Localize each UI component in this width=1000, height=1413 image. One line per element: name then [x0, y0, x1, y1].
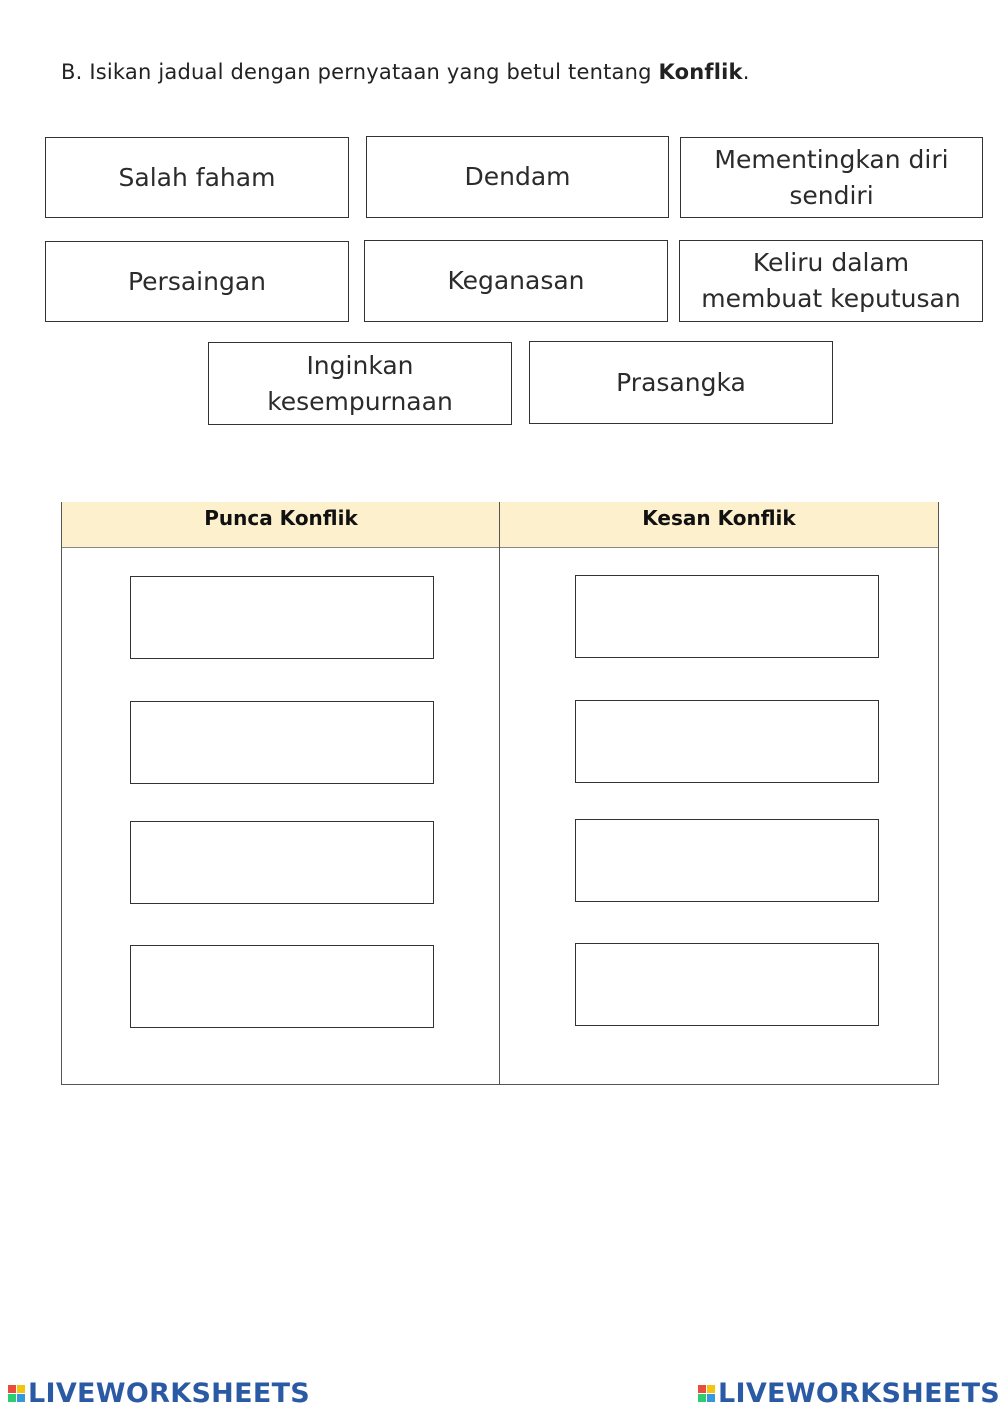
instruction-prefix: B. Isikan jadual dengan pernyataan yang betul tentang: [61, 60, 659, 84]
card-label-line2: membuat keputusan: [701, 284, 961, 313]
drag-card-inginkan-kesempurnaan[interactable]: [208, 342, 512, 425]
liveworksheets-logo-icon: [698, 1385, 715, 1402]
drop-zone-kesan-3[interactable]: [575, 819, 879, 902]
answer-table: [61, 502, 939, 1085]
liveworksheets-logo-icon: [8, 1385, 25, 1402]
card-label: Keganasan: [447, 266, 585, 295]
drag-card-keliru-dalam-membuat-keputusan[interactable]: [679, 240, 983, 322]
drag-card-prasangka[interactable]: [529, 341, 833, 424]
card-label-line2: sendiri: [789, 180, 874, 210]
brand-logo-right: [698, 1378, 1000, 1409]
card-label-line2: kesempurnaan: [267, 386, 453, 416]
card-label-line1: Mementingkan diri: [714, 144, 949, 174]
header-kesan-konflik: Kesan Konflik: [642, 506, 796, 530]
card-label: Persaingan: [127, 266, 266, 296]
instruction-text: [61, 60, 750, 84]
instruction-keyword: Konflik: [658, 60, 743, 84]
drag-card-keganasan[interactable]: [364, 240, 668, 322]
card-label: Dendam: [464, 162, 571, 191]
brand-name: LIVEWORKSHEETS: [718, 1378, 1000, 1409]
column-divider: [499, 502, 500, 1084]
drop-zone-punca-2[interactable]: [130, 701, 434, 784]
drop-zone-punca-1[interactable]: [130, 576, 434, 659]
drop-zone-kesan-1[interactable]: [575, 575, 879, 658]
drop-zone-kesan-2[interactable]: [575, 700, 879, 783]
card-label-line1: Keliru dalam: [752, 248, 910, 277]
table-header: [62, 502, 938, 548]
drag-card-persaingan[interactable]: [45, 241, 349, 322]
card-label-line1: Inginkan: [306, 350, 414, 380]
drop-zone-kesan-4[interactable]: [575, 943, 879, 1026]
card-label: Salah faham: [118, 162, 276, 192]
brand-logo-left: [8, 1378, 310, 1409]
brand-name: LIVEWORKSHEETS: [28, 1378, 311, 1409]
instruction-suffix: .: [742, 60, 750, 84]
drag-card-dendam[interactable]: [366, 136, 669, 218]
card-label: Prasangka: [616, 367, 746, 397]
header-punca-konflik: Punca Konflik: [204, 506, 358, 530]
drop-zone-punca-4[interactable]: [130, 945, 434, 1028]
drag-card-mementingkan-diri-sendiri[interactable]: [680, 137, 983, 218]
drag-card-salah-faham[interactable]: [45, 137, 349, 218]
drop-zone-punca-3[interactable]: [130, 821, 434, 904]
